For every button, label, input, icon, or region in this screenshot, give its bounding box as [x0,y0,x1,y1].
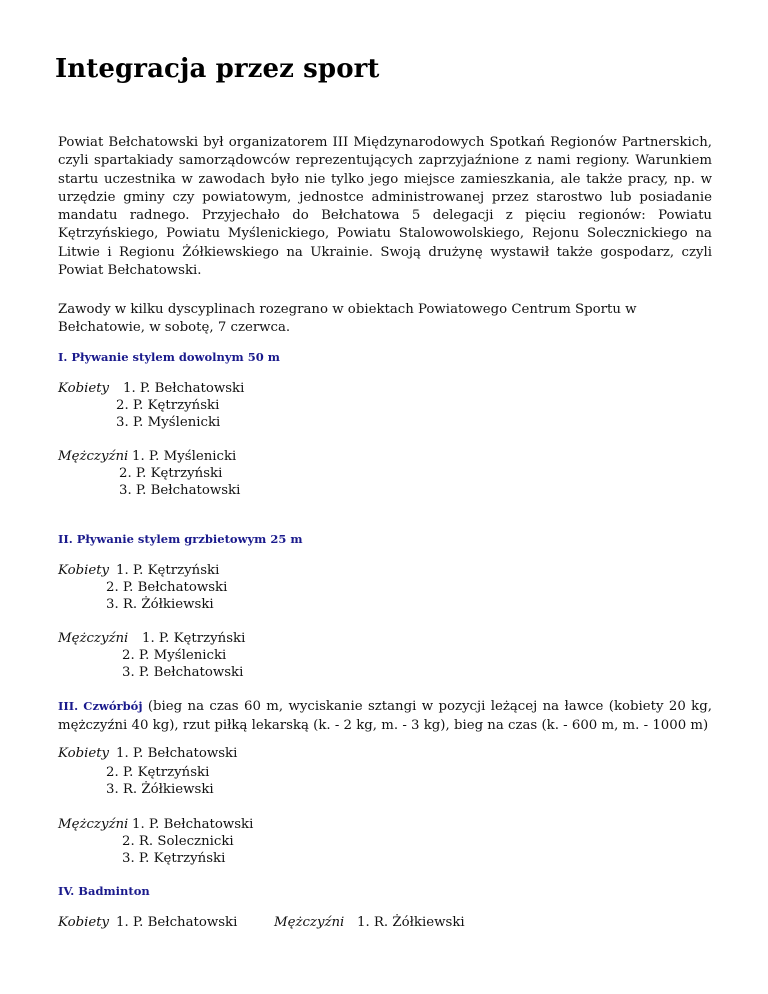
result-row [58,745,109,762]
result-row: 3. R. Żółkiewski [106,597,214,612]
result-row: 2. P. Kętrzyński [119,466,223,481]
result-row: 3. R. Żółkiewski [106,782,214,797]
page-title: Integracja przez sport [55,54,380,84]
result-row: 1. P. Bełchatowski [116,746,238,761]
result-row: 2. P. Myślenicki [122,648,227,663]
venue-paragraph: Zawody w kilku dyscyplinach rozegrano w obiektach Powiatowego Centrum Sportu w Bełchatowie, w sobotę, 7 czerwca. [58,302,637,336]
result-row: 3. P. Myślenicki [116,415,221,430]
result-row: 1. P. Bełchatowski [116,915,238,930]
men-label: Mężczyźni [58,449,129,464]
result-row: 3. P. Kętrzyński [122,851,226,866]
section-heading-4: IV. Badminton [58,884,150,898]
result-row: 1. P. Kętrzyński [116,563,220,578]
result-row [274,914,344,931]
result-row: 2. P. Kętrzyński [116,398,220,413]
women-label: Kobiety [58,915,110,930]
result-row [58,914,109,931]
section-3-block [58,697,712,735]
result-row: 1. P. Myślenicki [132,449,237,464]
result-row: 2. P. Kętrzyński [106,765,210,780]
intro-paragraph: Powiat Bełchatowski był organizatorem III Międzynarodowych Spotkań Regionów Partnerskich, czyli spartakiady samorządowców reprezentujących zaprzyjaźnione z nami regiony. Warunkiem startu uczestnika w zawodach było nie tylko jego miejsce zamieszkania, ale także pracy, np. w urzędzie gminy czy powiatowym, jednostce administrowanej przez starostwo lub posiadanie mandatu radnego. Przyjechało do Bełchatowa 5 delegacji z pięciu regionów: Powiatu Kętrzyńskiego, Powiatu Myślenickiego, Powiatu Stalowowolskiego, Rejonu Solecznickiego na Litwie i Regionu Żółkiewskiego na Ukrainie. Swoją drużynę wystawił także gospodarz, czyli Powiat Bełchatowski. [58,135,712,279]
result-row: 1. R. Żółkiewski [357,915,465,930]
result-row [58,816,128,833]
women-label: Kobiety [58,563,110,578]
result-row [58,562,109,579]
men-label: Mężczyźni [58,631,129,646]
men-label: Mężczyźni [274,915,345,930]
result-row: 2. R. Solecznicki [122,834,234,849]
result-row: 3. P. Bełchatowski [122,665,244,680]
men-label: Mężczyźni [58,817,129,832]
section-heading-3: III. Czwórbój [58,699,143,713]
section-heading-2: II. Pływanie stylem grzbietowym 25 m [58,532,303,546]
section-3-description: (bieg na czas 60 m, wyciskanie sztangi w pozycji leżącej na ławce (kobiety 20 kg, mężczyźni 40 kg), rzut piłką lekarską (k. - 2 kg, m. - 3 kg), bieg na czas (k. - 600 m, m. - 1000 m) [58,699,712,733]
result-row [58,448,128,465]
women-label: Kobiety [58,381,110,396]
section-heading-1: I. Pływanie stylem dowolnym 50 m [58,350,280,364]
result-row [58,630,128,647]
result-row: 2. P. Bełchatowski [106,580,228,595]
result-row: 1. P. Bełchatowski [132,817,254,832]
result-row: 3. P. Bełchatowski [119,483,241,498]
result-row: 1. P. Bełchatowski [123,381,245,396]
result-row: 1. P. Kętrzyński [142,631,246,646]
women-label: Kobiety [58,746,110,761]
result-row [58,380,109,397]
